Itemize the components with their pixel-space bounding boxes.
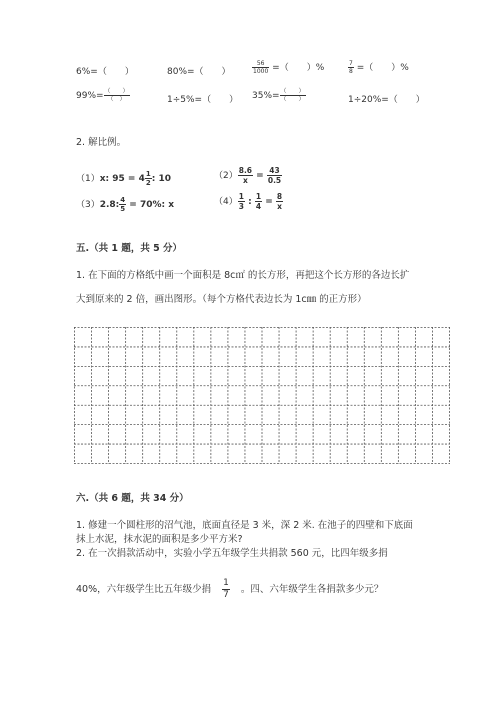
- conversion-35-percent: 35%= $\frac{( )}{( )}$: [252, 88, 305, 103]
- conversion-6-percent: 6%=（ ）: [76, 67, 134, 77]
- conversion-1-div-5-percent: 1÷5%=（ ）: [167, 95, 239, 105]
- grid-svg[interactable]: [74, 327, 450, 464]
- fraction: $\frac{1}{7}$: [223, 578, 229, 600]
- fraction: $\frac{4}{5}$: [120, 196, 126, 213]
- proportion-3: （3）2.8: $\frac{4}{5}$ = 70%: x: [76, 196, 175, 213]
- section-2-title: 2. 解比例。: [76, 137, 127, 148]
- proportion-1: （1）x: 95 = 4 $\frac{1}{2}$ : 10: [76, 170, 172, 187]
- proportion-2: （2） $\frac{8.6}{x}$ = $\frac{43}{0.5}$: [214, 166, 282, 185]
- section-5-q1-line1: 1. 在下面的方格纸中画一个面积是 8c㎡ 的长方形，再把这个长方形的各边长扩: [76, 270, 410, 281]
- fraction: $\frac{8}{x}$: [276, 192, 283, 211]
- fraction: $\frac{7}{8}$: [349, 60, 353, 75]
- conversion-1-div-20-percent: 1÷20%=（ ）: [348, 95, 425, 105]
- fraction: $\frac{( )}{( )}$: [104, 88, 129, 103]
- fraction: $\frac{8.6}{x}$: [238, 166, 253, 185]
- conversion-80-percent: 80%=（ ）: [167, 67, 231, 77]
- conversion-56-over-1000: $\frac{56}{1000}$ =（ ）%: [253, 60, 325, 75]
- fraction: $\frac{43}{0.5}$: [267, 166, 282, 185]
- square-grid-paper[interactable]: [74, 327, 450, 464]
- section-5-heading: 五.（共 1 题，共 5 分）: [76, 243, 183, 254]
- proportion-4: （4） $\frac{1}{3}$ : $\frac{1}{4}$ = $\frac{8}{x}$: [214, 192, 283, 211]
- conversion-7-over-8: $\frac{7}{8}$ =（ ）%: [349, 60, 409, 75]
- section-6-q2-line1: 2. 在一次捐款活动中，实验小学五年级学生共捐款 560 元，比四年级多捐: [76, 548, 388, 559]
- section-6-q1-line1: 1. 修建一个圆柱形的沼气池，底面直径是 3 米，深 2 米. 在池子的四壁和下底面: [76, 520, 413, 531]
- section-5-q1-line2: 大到原来的 2 倍，画出图形。（每个方格代表边长为 1c㎜ 的正方形）: [76, 294, 367, 305]
- fraction: $\frac{56}{1000}$: [253, 60, 269, 75]
- fraction: $\frac{1}{2}$: [145, 170, 151, 187]
- section-6-q2-line2: 40%，六年级学生比五年级少捐 $\frac{1}{7}$ 。四、六年级学生各捐款多少元？: [76, 578, 384, 600]
- fraction: $\frac{1}{3}$: [238, 192, 244, 211]
- fraction: $\frac{1}{4}$: [255, 192, 262, 211]
- conversion-99-percent: 99%= $\frac{( )}{( )}$: [76, 88, 129, 103]
- section-6-q1-line2: 抹上水泥，抹水泥的面积是多少平方米?: [76, 534, 243, 545]
- fraction: $\frac{( )}{( )}$: [280, 88, 305, 103]
- section-6-heading: 六.（共 6 题，共 34 分）: [76, 493, 189, 504]
